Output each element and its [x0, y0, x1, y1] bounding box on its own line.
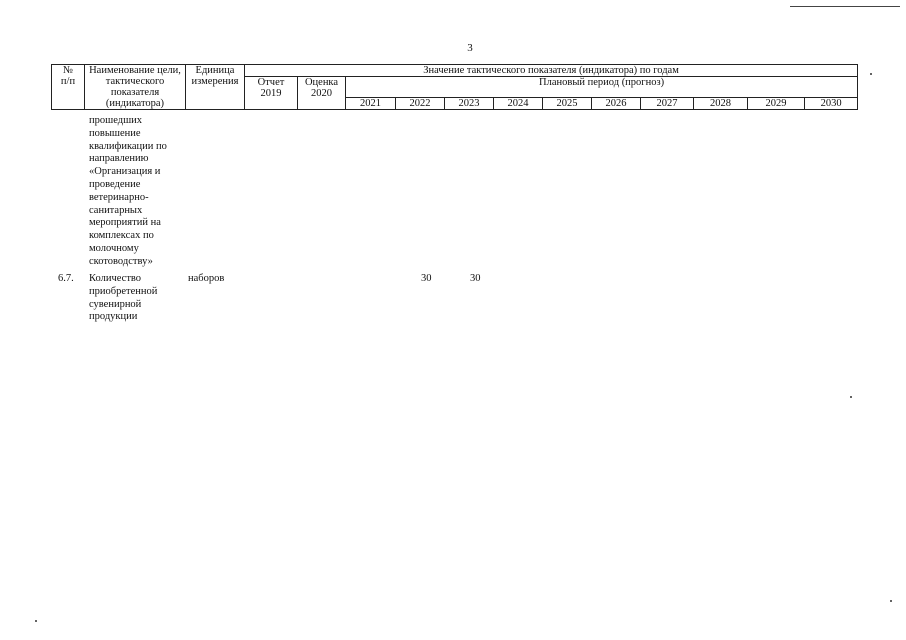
header-unit-line: измерения	[191, 76, 239, 87]
continued-row-line: квалификации по	[89, 140, 167, 152]
top-edge-rule	[790, 6, 900, 7]
scan-speck	[850, 396, 852, 398]
page-number: 3	[467, 42, 473, 54]
header-number-line: п/п	[60, 76, 76, 87]
header-name-line: показателя	[110, 87, 160, 98]
continued-row-line: «Организация и	[89, 166, 161, 178]
indicator-table-header	[51, 64, 858, 110]
header-unit	[186, 65, 245, 110]
continued-row-line: ветеринарно-	[89, 191, 149, 203]
header-estimate	[298, 77, 346, 110]
header-name	[85, 65, 186, 110]
row-name-line: приобретенной	[89, 285, 158, 297]
header-estimate-line: Оценка	[304, 77, 339, 88]
continued-row-text	[89, 115, 167, 269]
continued-row-line: молочному	[89, 242, 139, 254]
header-estimate-line: 2020	[311, 88, 332, 99]
header-report-line: 2019	[260, 88, 282, 99]
header-report-line: Отчет	[257, 77, 285, 88]
header-unit-line: Единица	[195, 65, 235, 76]
header-year: 2029	[748, 98, 805, 110]
continued-row-line: комплексах по	[89, 230, 154, 242]
row-name-line: Количество	[89, 273, 142, 284]
row-name	[89, 273, 157, 324]
header-name-line: Наименование цели,	[89, 65, 181, 76]
header-year: 2022	[396, 98, 445, 110]
scan-speck	[35, 620, 37, 622]
header-name-line: (индикатора)	[105, 98, 165, 109]
row-name-line: продукции	[89, 311, 138, 323]
header-report	[245, 77, 298, 110]
continued-row-line: проведение	[89, 178, 141, 190]
header-year: 2024	[494, 98, 543, 110]
continued-row-line: повышение	[89, 127, 141, 139]
header-year: 2021	[346, 98, 396, 110]
header-year: 2030	[805, 98, 858, 110]
header-year: 2028	[694, 98, 748, 110]
header-year: 2026	[592, 98, 641, 110]
continued-row-line: мероприятий на	[89, 217, 161, 229]
row-name-line: сувенирной	[89, 298, 142, 310]
header-name-line: тактического	[105, 76, 165, 87]
continued-row-line: прошедших	[89, 115, 143, 126]
header-number-line: №	[62, 65, 74, 76]
header-group-title: Значение тактического показателя (индикатора) по годам	[245, 65, 858, 77]
header-year: 2027	[641, 98, 694, 110]
row-number: 6.7.	[58, 273, 74, 284]
scan-speck	[890, 600, 892, 602]
row-unit: наборов	[188, 273, 225, 284]
continued-row-line: направлению	[89, 153, 149, 165]
header-number	[52, 65, 85, 110]
continued-row-line: скотоводству»	[89, 255, 153, 267]
value-2023: 30	[470, 273, 481, 284]
value-2022: 30	[421, 273, 432, 284]
header-year: 2025	[543, 98, 592, 110]
header-plan-title: Плановый период (прогноз)	[346, 77, 858, 98]
continued-row-line: санитарных	[89, 204, 143, 216]
scan-speck	[870, 73, 872, 75]
header-year: 2023	[445, 98, 494, 110]
